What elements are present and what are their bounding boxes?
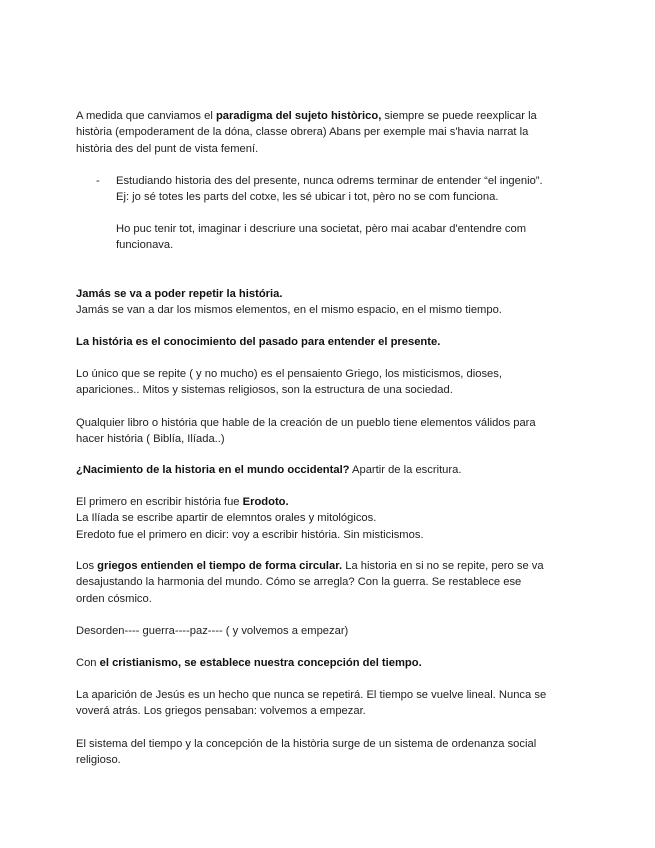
paragraph-line: apariciones.. Mitos y sistemas religiosos, son la estructura de una sociedad. bbox=[76, 384, 453, 397]
bullet-line: Estudiando historia des del presente, nunca odrems terminar de entender “el ingenio”. bbox=[116, 175, 543, 187]
paragraph-nacimiento-historia bbox=[76, 462, 576, 478]
bold-text: el cristianismo, se establece nuestra concepción del tiempo. bbox=[99, 657, 422, 669]
paragraph-erodoto bbox=[76, 494, 576, 543]
paragraph-line bbox=[76, 558, 576, 574]
paragraph-line: voverá atrás. Los griegos pensaban: volvemos a empezar. bbox=[76, 705, 366, 718]
section-conocimiento-pasado bbox=[76, 334, 576, 350]
paragraph-line: història (empoderament de la dóna, classe obrera) Abans per exemple mai s'havia narrat la bbox=[76, 126, 529, 139]
paragraph-line: Eredoto fue el primero en dicir: voy a escribir história. Sin misticismos. bbox=[76, 528, 424, 541]
paragraph-griegos-tiempo bbox=[76, 558, 576, 607]
paragraph-line: religioso. bbox=[76, 754, 121, 767]
paragraph-line bbox=[76, 108, 576, 124]
bold-text: Erodoto. bbox=[242, 496, 289, 508]
bullet-item bbox=[116, 173, 586, 206]
bold-text: ¿Nacimiento de la historia en el mundo occidental? bbox=[76, 464, 350, 476]
text-run: siempre se puede reexplicar la bbox=[381, 110, 537, 122]
text-run: Los bbox=[76, 560, 98, 572]
paragraph-line: Jamás se van a dar los mismos elementos, en el mismo espacio, en el mismo tiempo. bbox=[76, 304, 502, 317]
paragraph-libros-creacion bbox=[76, 415, 576, 448]
bold-text: La história es el conocimiento del pasado para entender el presente. bbox=[76, 336, 441, 348]
paragraph-sujeto-historico bbox=[76, 108, 576, 157]
bold-text: Jamás se va a poder repetir la história. bbox=[76, 288, 283, 300]
bold-text: paradigma del sujeto històrico, bbox=[215, 110, 382, 122]
text-run: Con bbox=[76, 657, 100, 669]
bullet-line: Ej: jo sé totes les parts del cotxe, les sé ubicar i tot, pèro no se com funciona. bbox=[116, 191, 499, 204]
paragraph-line: El sistema del tiempo y la concepción de la història surge de un sistema de ordenanza social bbox=[76, 738, 537, 750]
paragraph-sistema-tiempo bbox=[76, 736, 576, 769]
bullet-line: Ho puc tenir tot, imaginar i descriure una societat, pèro mai acabar d'entendre com bbox=[116, 223, 527, 235]
text-run: La historia en si no se repite, pero se va bbox=[342, 560, 544, 572]
text-run: El primero en escribir história fue bbox=[76, 496, 243, 508]
paragraph-line: Desorden---- guerra----paz---- ( y volvemos a empezar) bbox=[76, 625, 349, 637]
paragraph-pensamiento-griego bbox=[76, 366, 576, 399]
bullet-continuation bbox=[116, 221, 586, 254]
paragraph-line: La aparición de Jesús es un hecho que nunca se repetirá. El tiempo se vuelve lineal. Nunca se bbox=[76, 689, 547, 701]
paragraph-line: La Ilíada se escribe apartir de elemntos orales y mitológicos. bbox=[76, 512, 377, 525]
paragraph-line: Lo único que se repite ( y no mucho) es el pensaiento Griego, los misticismos, dioses, bbox=[76, 368, 502, 380]
text-run: Apartir de la escritura. bbox=[349, 464, 462, 476]
paragraph-line: desajustando la harmonia del mundo. Cómo se arregla? Con la guerra. Se restablece ese bbox=[76, 576, 522, 589]
bullet-marker: - bbox=[96, 175, 100, 187]
paragraph-line bbox=[76, 494, 576, 510]
paragraph-line: Qualquier libro o história que hable de la creación de un pueblo tiene elementos válidos para bbox=[76, 417, 536, 429]
section-heading bbox=[76, 334, 576, 350]
section-heading bbox=[76, 286, 576, 302]
bullet-line: funcionava. bbox=[116, 239, 174, 252]
paragraph-desorden-ciclo bbox=[76, 623, 576, 639]
paragraph-line: història des del punt de vista femení. bbox=[76, 142, 259, 155]
paragraph-line bbox=[76, 462, 576, 478]
section-repetir-historia bbox=[76, 286, 576, 319]
paragraph-cristianismo bbox=[76, 655, 576, 671]
paragraph-jesus-tiempo-lineal bbox=[76, 687, 576, 720]
paragraph-line bbox=[76, 655, 576, 671]
bold-text: griegos entienden el tiempo de forma circular. bbox=[97, 560, 343, 572]
paragraph-line: hacer história ( Biblía, Ilíada..) bbox=[76, 433, 225, 446]
text-run: A medida que canviamos el bbox=[76, 110, 216, 122]
paragraph-line: orden cósmico. bbox=[76, 592, 152, 605]
